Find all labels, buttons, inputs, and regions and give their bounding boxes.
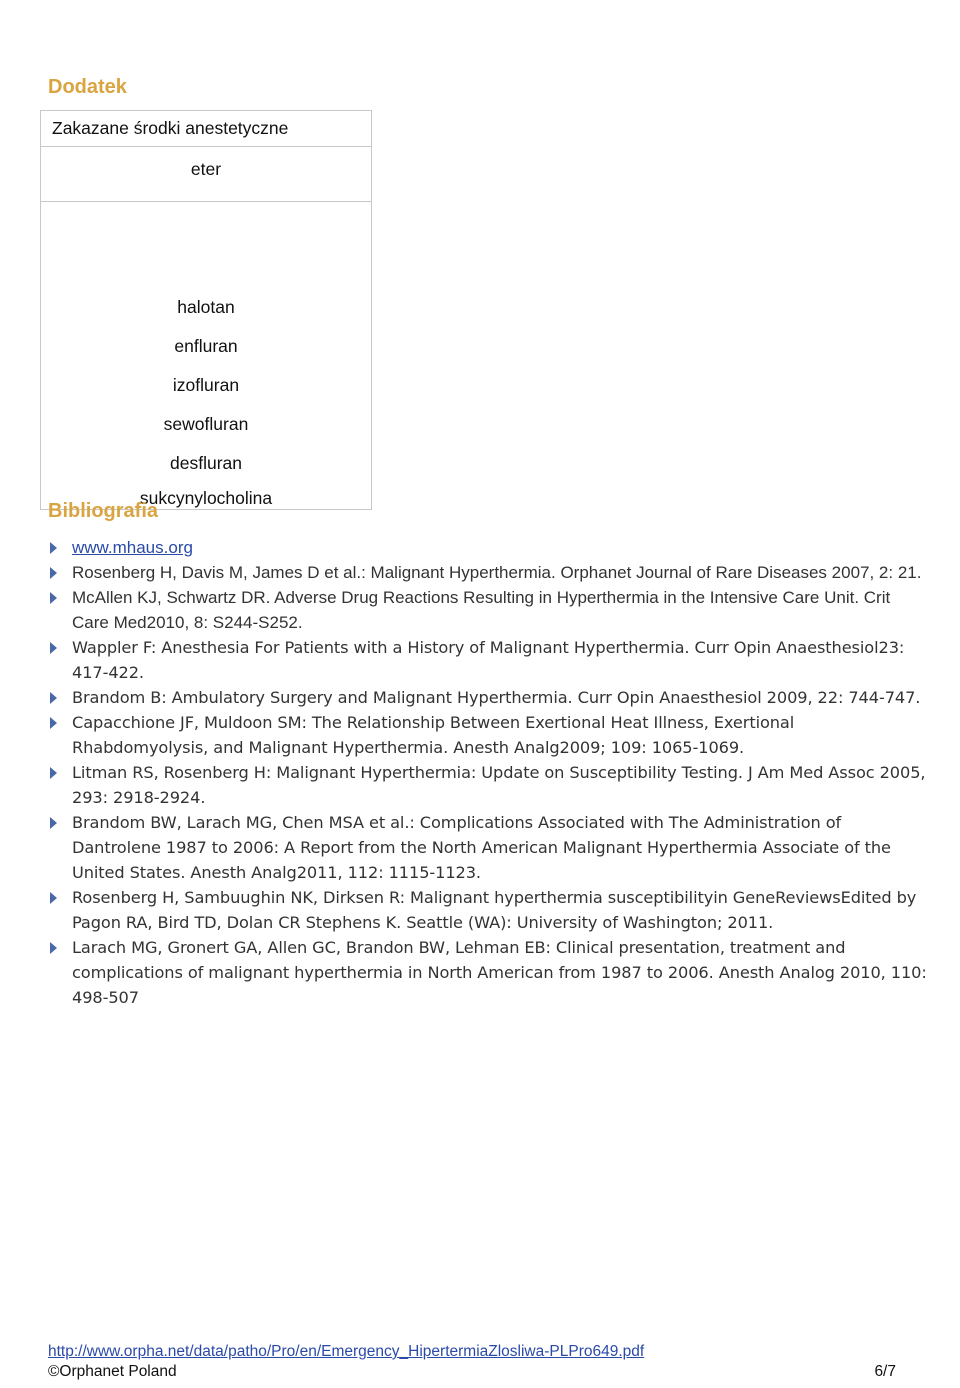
bullet-arrow-icon bbox=[50, 942, 57, 954]
agent-list bbox=[41, 202, 372, 510]
reference-text: Brandom BW, Larach MG, Chen MSA et al.: Complications Associated with The Administration of Dantrolene 1987 to 2006: A Report from the North American Malignant Hyperthermia Associate of the United States. Anesth Analg2011, 112: 1115-1123. bbox=[72, 813, 891, 882]
reference-item bbox=[48, 535, 928, 560]
agent-eter: eter bbox=[41, 147, 372, 202]
forbidden-anesthetics-table bbox=[40, 110, 372, 510]
agent-item: desfluran bbox=[170, 453, 242, 473]
reference-item bbox=[48, 885, 928, 935]
reference-item bbox=[48, 685, 928, 710]
reference-item bbox=[48, 760, 928, 810]
bullet-arrow-icon bbox=[50, 567, 57, 579]
reference-list bbox=[48, 535, 928, 1010]
table-title: Zakazane środki anestetyczne bbox=[41, 111, 372, 147]
source-url-link[interactable]: http://www.orpha.net/data/patho/Pro/en/Emergency_HipertermiaZlosliwa-PLPro649.pdf bbox=[48, 1343, 645, 1360]
reference-item bbox=[48, 810, 928, 885]
reference-text: Rosenberg H, Sambuughin NK, Dirksen R: Malignant hyperthermia susceptibilityin GeneReviewsEdited by Pagon RA, Bird TD, Dolan CR Stephens K. Seattle (WA): University of Washington; 2011. bbox=[72, 888, 917, 932]
reference-item bbox=[48, 585, 928, 635]
bullet-arrow-icon bbox=[50, 592, 57, 604]
reference-item bbox=[48, 635, 928, 685]
bullet-arrow-icon bbox=[50, 692, 57, 704]
agent-item: halotan bbox=[177, 297, 235, 317]
agent-item: izofluran bbox=[172, 375, 240, 395]
agent-item: sukcynylocholina bbox=[139, 488, 273, 508]
appendix-heading: Dodatek bbox=[48, 76, 127, 98]
page-number: 6/7 bbox=[874, 1363, 896, 1380]
reference-text: Larach MG, Gronert GA, Allen GC, Brandon BW, Lehman EB: Clinical presentation, treatment and complications of malignant hyperthermia in North American from 1987 to 2006. Anesth Analog 2010, 110: 498-507 bbox=[72, 938, 927, 1007]
bibliography-heading: Bibliografia bbox=[48, 500, 159, 522]
agent-item: sewofluran bbox=[163, 414, 249, 434]
reference-text: Litman RS, Rosenberg H: Malignant Hyperthermia: Update on Susceptibility Testing. J Am Med Assoc 2005, 293: 2918-2924. bbox=[72, 763, 926, 807]
reference-text: Capacchione JF, Muldoon SM: The Relationship Between Exertional Heat Illness, Exertional Rhabdomyolysis, and Malignant Hyperthermia. Anesth Analg2009; 109: 1065-1069. bbox=[72, 713, 795, 757]
bullet-arrow-icon bbox=[50, 717, 57, 729]
bullet-arrow-icon bbox=[50, 817, 57, 829]
bullet-arrow-icon bbox=[50, 542, 57, 554]
reference-text: Brandom B: Ambulatory Surgery and Malignant Hyperthermia. Curr Opin Anaesthesiol 2009, 22: 744-747. bbox=[72, 688, 921, 707]
bullet-arrow-icon bbox=[50, 642, 57, 654]
reference-text: McAllen KJ, Schwartz DR. Adverse Drug Reactions Resulting in Hyperthermia in the Intensive Care Unit. Crit Care Med2010, 8: S244-S252. bbox=[72, 588, 891, 632]
mhaus-link[interactable]: www.mhaus.org bbox=[72, 538, 193, 557]
reference-text: Rosenberg H, Davis M, James D et al.: Malignant Hyperthermia. Orphanet Journal of Rare Diseases 2007, 2: 21. bbox=[72, 563, 922, 582]
bullet-arrow-icon bbox=[50, 767, 57, 779]
reference-item bbox=[48, 935, 928, 1010]
copyright: ©Orphanet Poland bbox=[48, 1363, 177, 1380]
reference-item bbox=[48, 710, 928, 760]
agent-item: enfluran bbox=[174, 336, 238, 356]
bullet-arrow-icon bbox=[50, 892, 57, 904]
reference-item bbox=[48, 560, 928, 585]
page-footer bbox=[48, 1343, 896, 1383]
reference-text: Wappler F: Anesthesia For Patients with a History of Malignant Hyperthermia. Curr Opin Anaesthesiol23: 417-422. bbox=[72, 638, 905, 682]
